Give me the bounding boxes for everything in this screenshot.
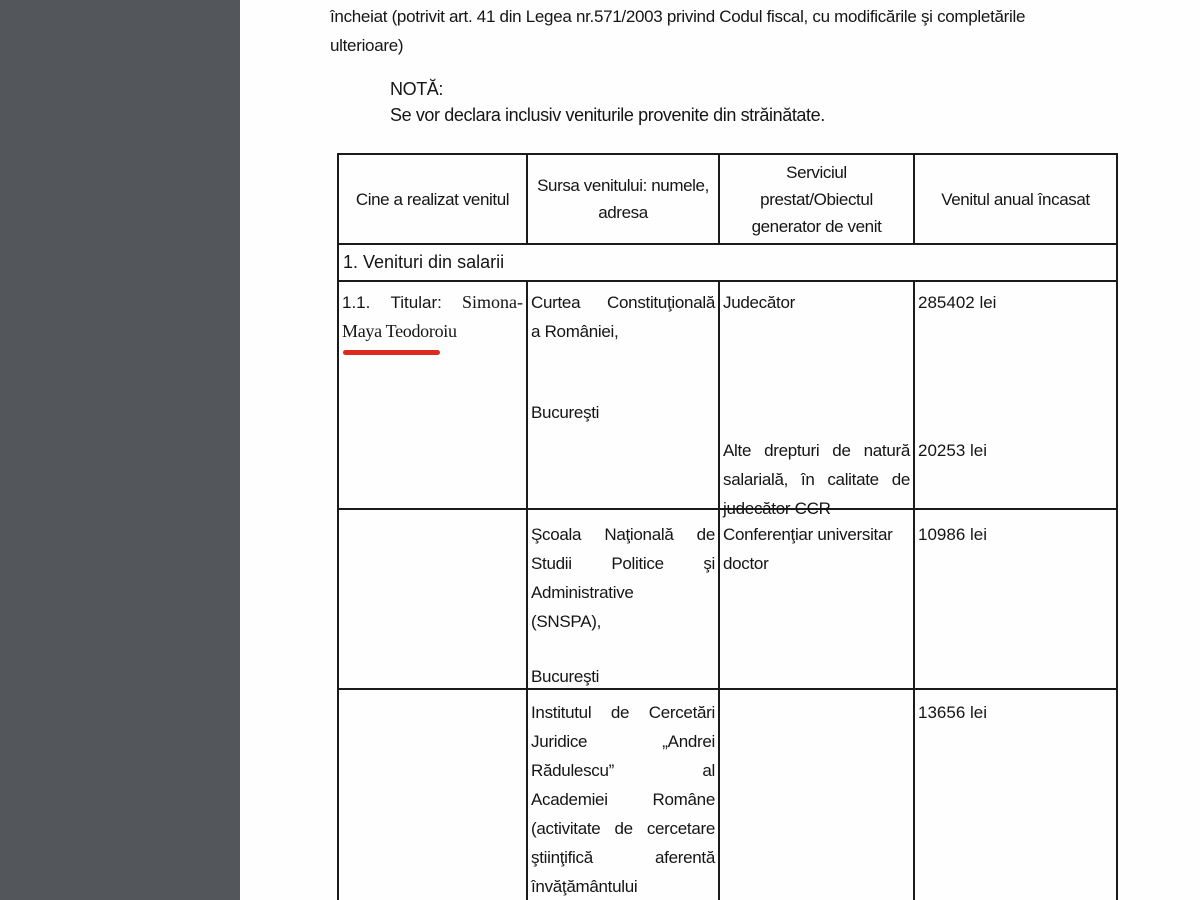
income-main: 13656 lei — [918, 703, 988, 722]
document-page — [240, 0, 1200, 900]
service-line: salarială, în calitate de — [723, 470, 910, 489]
income-main: 10986 lei — [918, 525, 988, 544]
section-title: 1. Venituri din salarii — [343, 252, 505, 272]
holder-line-1 — [342, 288, 523, 317]
intro-line-2: ulterioare) — [330, 36, 404, 55]
source-line: Şcoala Naţională de — [531, 525, 715, 544]
income-secondary: 20253 lei — [918, 441, 988, 460]
section-row-salaries — [339, 245, 1116, 282]
cell-source — [528, 510, 720, 688]
table-row — [339, 282, 1116, 518]
note-title: NOTĂ: — [390, 79, 444, 99]
holder-role: Titular: — [390, 293, 442, 312]
header-source-line-2: adresa — [598, 203, 648, 222]
service-line: Alte drepturi de natură — [723, 441, 910, 460]
service-line: Conferenţiar universitar — [723, 525, 893, 544]
cell-service — [720, 282, 915, 518]
source-line: Juridice „Andrei — [531, 732, 715, 751]
header-cell-service — [720, 155, 915, 243]
cell-income — [915, 510, 1116, 688]
cell-who-empty — [339, 510, 528, 688]
holder-name-part-2: Maya Teodoroiu — [342, 321, 457, 341]
source-line: Studii Politice şi — [531, 554, 715, 573]
intro-line-1: încheiat (potrivit art. 41 din Legea nr.571/2003 privind Codul fiscal, cu modificările şi completările — [330, 7, 1026, 26]
table-row — [339, 690, 1116, 900]
income-table — [337, 153, 1118, 900]
intro-paragraph — [330, 2, 1160, 60]
source-line: Rădulescu” al — [531, 761, 715, 780]
service-main: Judecător — [723, 293, 795, 312]
cell-income — [915, 690, 1116, 900]
source-line: (activitate de cercetare — [531, 819, 715, 838]
header-cell-income — [915, 155, 1116, 243]
source-city: Bucureşti — [531, 667, 600, 686]
source-line: (SNSPA), — [531, 612, 602, 631]
header-income-line: Venitul anual încasat — [941, 189, 1090, 209]
header-cell-source — [528, 155, 720, 243]
red-annotation-underline — [343, 350, 440, 355]
header-service-line-3: generator de venit — [751, 216, 882, 236]
table-row — [339, 510, 1116, 690]
source-line: Curtea Constituţională — [531, 293, 715, 312]
note-body: Se vor declara inclusiv veniturile provenite din străinătate. — [390, 105, 825, 125]
service-line: doctor — [723, 554, 769, 573]
cell-service-empty — [720, 690, 915, 900]
holder-name-part-1: Simona- — [462, 292, 523, 312]
header-service-line-1: Serviciul — [786, 162, 847, 182]
viewer-sidebar-background — [0, 0, 240, 900]
source-line: Academiei Române — [531, 790, 715, 809]
header-source-line-1: Sursa venitului: numele, — [537, 176, 709, 195]
cell-income — [915, 282, 1116, 508]
cell-source — [528, 690, 720, 900]
row-number: 1.1. — [342, 293, 371, 312]
service-line: judecător CCR — [723, 499, 831, 518]
income-main: 285402 lei — [918, 293, 997, 312]
cell-who — [339, 282, 528, 508]
source-line: Administrative — [531, 583, 634, 602]
note-block — [390, 76, 1090, 128]
table-header-row — [339, 155, 1116, 245]
source-city: Bucureşti — [531, 403, 600, 422]
header-who-line: Cine a realizat venitul — [355, 189, 510, 209]
source-line: învăţământului — [531, 877, 638, 896]
source-line: ştiinţifică aferentă — [531, 848, 715, 867]
cell-service — [720, 510, 915, 688]
header-service-line-2: prestat/Obiectul — [760, 189, 873, 209]
cell-source — [528, 282, 720, 508]
source-line: Institutul de Cercetări — [531, 703, 715, 722]
header-cell-who — [339, 155, 528, 243]
cell-who-empty — [339, 690, 528, 900]
source-line: a României, — [531, 322, 619, 341]
